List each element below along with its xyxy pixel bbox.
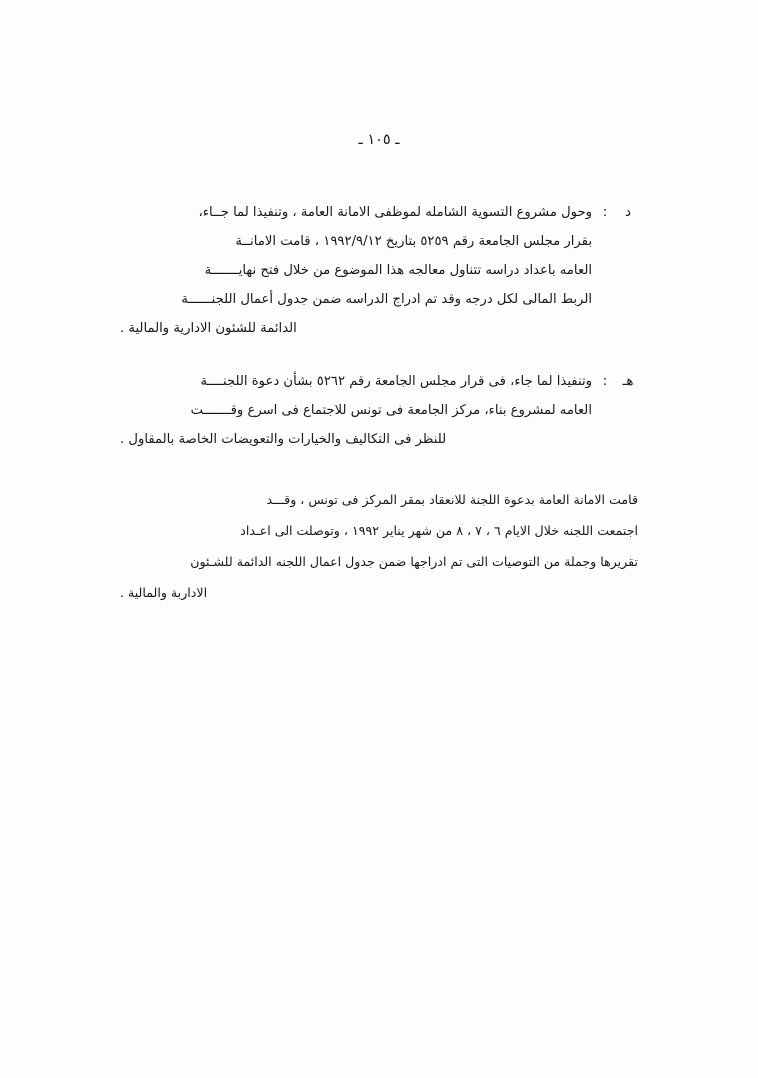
- paragraph-line: بقرار مجلس الجامعة رقم ٥٢٥٩ بتاريخ ١٩٩٢/٩/١٢ ، قامت الامانــة: [235, 234, 592, 249]
- closing-paragraph: [120, 484, 638, 608]
- clause-text: [120, 198, 592, 343]
- clause-colon: :: [602, 204, 608, 220]
- clause-marker: د: [624, 204, 631, 220]
- clause-text: [120, 367, 592, 454]
- clause-colon: :: [602, 373, 608, 389]
- clause-block-daal: [120, 198, 638, 343]
- paragraph-line: اجتمعت اللجنه خلال الايام ٦ ، ٧ ، ٨ من شهر يناير ١٩٩٢ ، وتوصلت الى اعـداد: [240, 523, 638, 538]
- paragraph-line: تقريرها وجملة من التوصيات التى تم ادراجها ضمن جدول اعمال اللجنه الدائمة للشـئون: [190, 554, 638, 569]
- paragraph-line: الدائمة للشئون الادارية والمالية .: [120, 321, 297, 336]
- paragraph-line: قامت الامانة العامة بدعوة اللجنة للانعقاد بمقر المركز فى تونس ، وقـــد: [266, 492, 638, 507]
- clause-block-haa: [120, 367, 638, 454]
- document-body: [120, 198, 638, 608]
- paragraph-line: للنظر فى التكاليف والخيارات والتعويضات الخاصة بالمقاول .: [120, 432, 447, 447]
- paragraph-line: الاداربة والمالية .: [120, 585, 208, 600]
- paragraph-line: الربط المالى لكل درجه وقد تم ادراج الدراسه ضمن جدول أعمال اللجنــــــة: [181, 292, 592, 307]
- paragraph-line: العامه باعداد دراسه تتناول معالجه هذا الموضوع من خلال فتح نهايـــــــة: [204, 263, 592, 278]
- paragraph-line: وحول مشروع التسوية الشامله لموظفى الامانة العامة ، وتنفيذا لما جــاء،: [198, 205, 592, 220]
- clause-marker: هـ: [622, 373, 634, 389]
- paragraph-line: وتنفيذا لما جاء، فى قرار مجلس الجامعة رقم ٥٢٦٢ بشأن دعوة اللجنــــة: [200, 374, 592, 389]
- page-number: ـ ١٠٥ ـ: [358, 132, 400, 148]
- paragraph-line: العامه لمشروع بناء، مركز الجامعة فى تونس للاجتماع فى اسرع وقـــــــت: [190, 403, 592, 418]
